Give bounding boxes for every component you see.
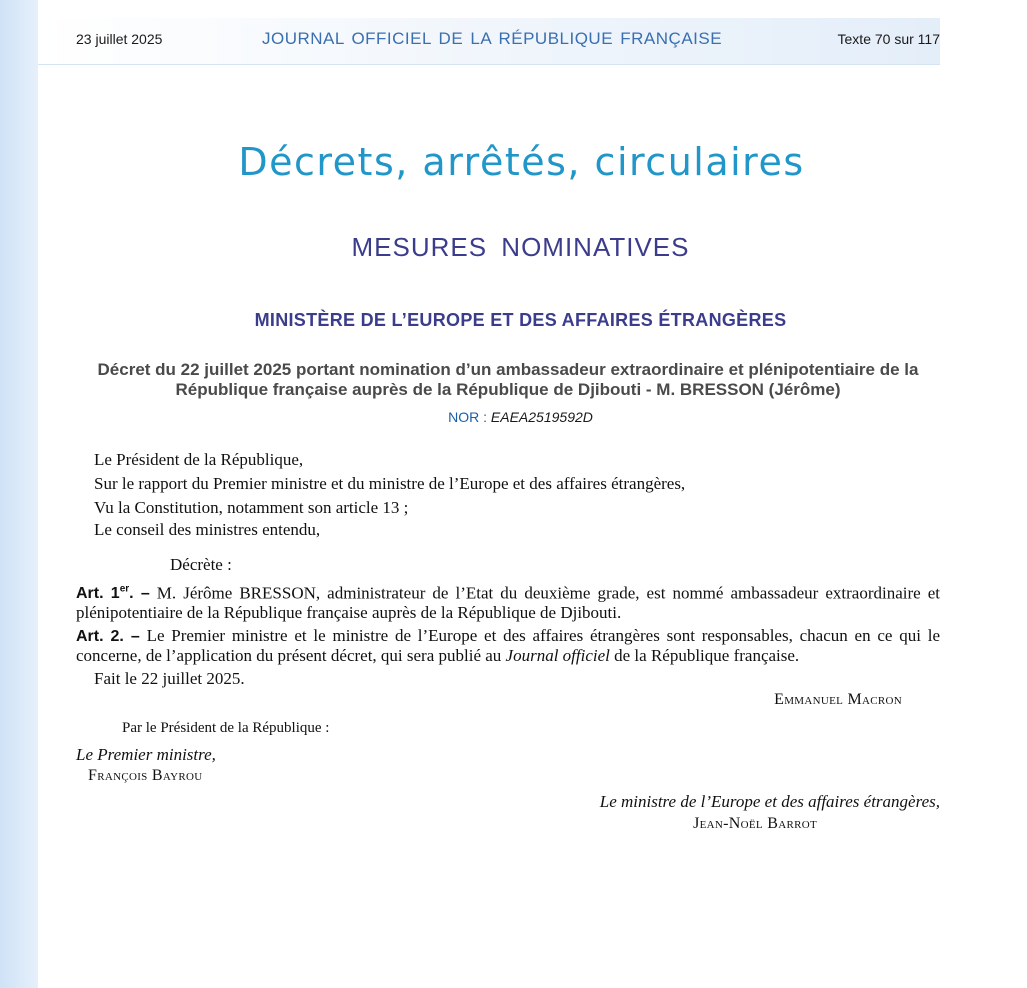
done-at: Fait le 22 juillet 2025. (94, 669, 245, 688)
section-title: MESURES NOMINATIVES (351, 232, 690, 262)
article-2-label: Art. 2. – (76, 628, 140, 645)
decrete-label: Décrète : (170, 555, 232, 574)
header-texte-number: Texte 70 sur 117 (837, 31, 940, 47)
premier-ministre-title: Le Premier ministre, (76, 745, 216, 764)
article-1-label: Art. 1er. – (76, 584, 150, 603)
header-date: 23 juillet 2025 (76, 31, 163, 47)
premier-ministre-name: François Bayrou (88, 767, 203, 784)
article-2-text-end: de la République française. (614, 646, 800, 665)
decree-title: Décret du 22 juillet 2025 portant nomination d’un ambassadeur extraordinaire et plénipotentiaire de la République française auprès de la République de Djibouti - M. BRESSON (Jérôme) (97, 360, 919, 399)
nor-reference (0, 409, 1027, 425)
article-1 (76, 580, 940, 622)
article-2-text: Le Premier ministre et le ministre de l’Europe et des affaires étrangères sont responsables, chacun en ce qui le concerne, de l’application du présent décret, qui sera publié au (76, 626, 941, 665)
category-title: Décrets, arrêtés, circulaires (238, 140, 805, 184)
ministry-heading: MINISTÈRE DE L’EUROPE ET DES AFFAIRES ÉTRANGÈRES (254, 310, 787, 330)
preamble-line: Sur le rapport du Premier ministre et du ministre de l’Europe et des affaires étrangères, (94, 474, 686, 493)
article-1-text: M. Jérôme BRESSON, administrateur de l’Etat du deuxième grade, est nommé ambassadeur extraordinaire et plénipotentiaire de la République française auprès de la République de Djibouti. (76, 583, 940, 623)
preamble-line: Le Président de la République, (94, 450, 304, 469)
nor-label: NOR : (448, 409, 488, 425)
signatory-name: Emmanuel Macron (774, 691, 902, 708)
par-le-president: Par le Président de la République : (122, 720, 330, 736)
journal-officiel-italic: Journal officiel (505, 646, 610, 665)
article-2 (76, 626, 940, 665)
preamble-line: Le conseil des ministres entendu, (94, 520, 321, 539)
ministre-title: Le ministre de l’Europe et des affaires étrangères, (599, 792, 940, 811)
ministre-name: Jean-Noël Barrot (693, 815, 817, 832)
preamble-line: Vu la Constitution, notamment son article 13 ; (94, 498, 409, 517)
header-journal-title: JOURNAL OFFICIEL DE LA RÉPUBLIQUE FRANÇAISE (262, 29, 723, 48)
nor-value: EAEA2519592D (490, 409, 593, 425)
